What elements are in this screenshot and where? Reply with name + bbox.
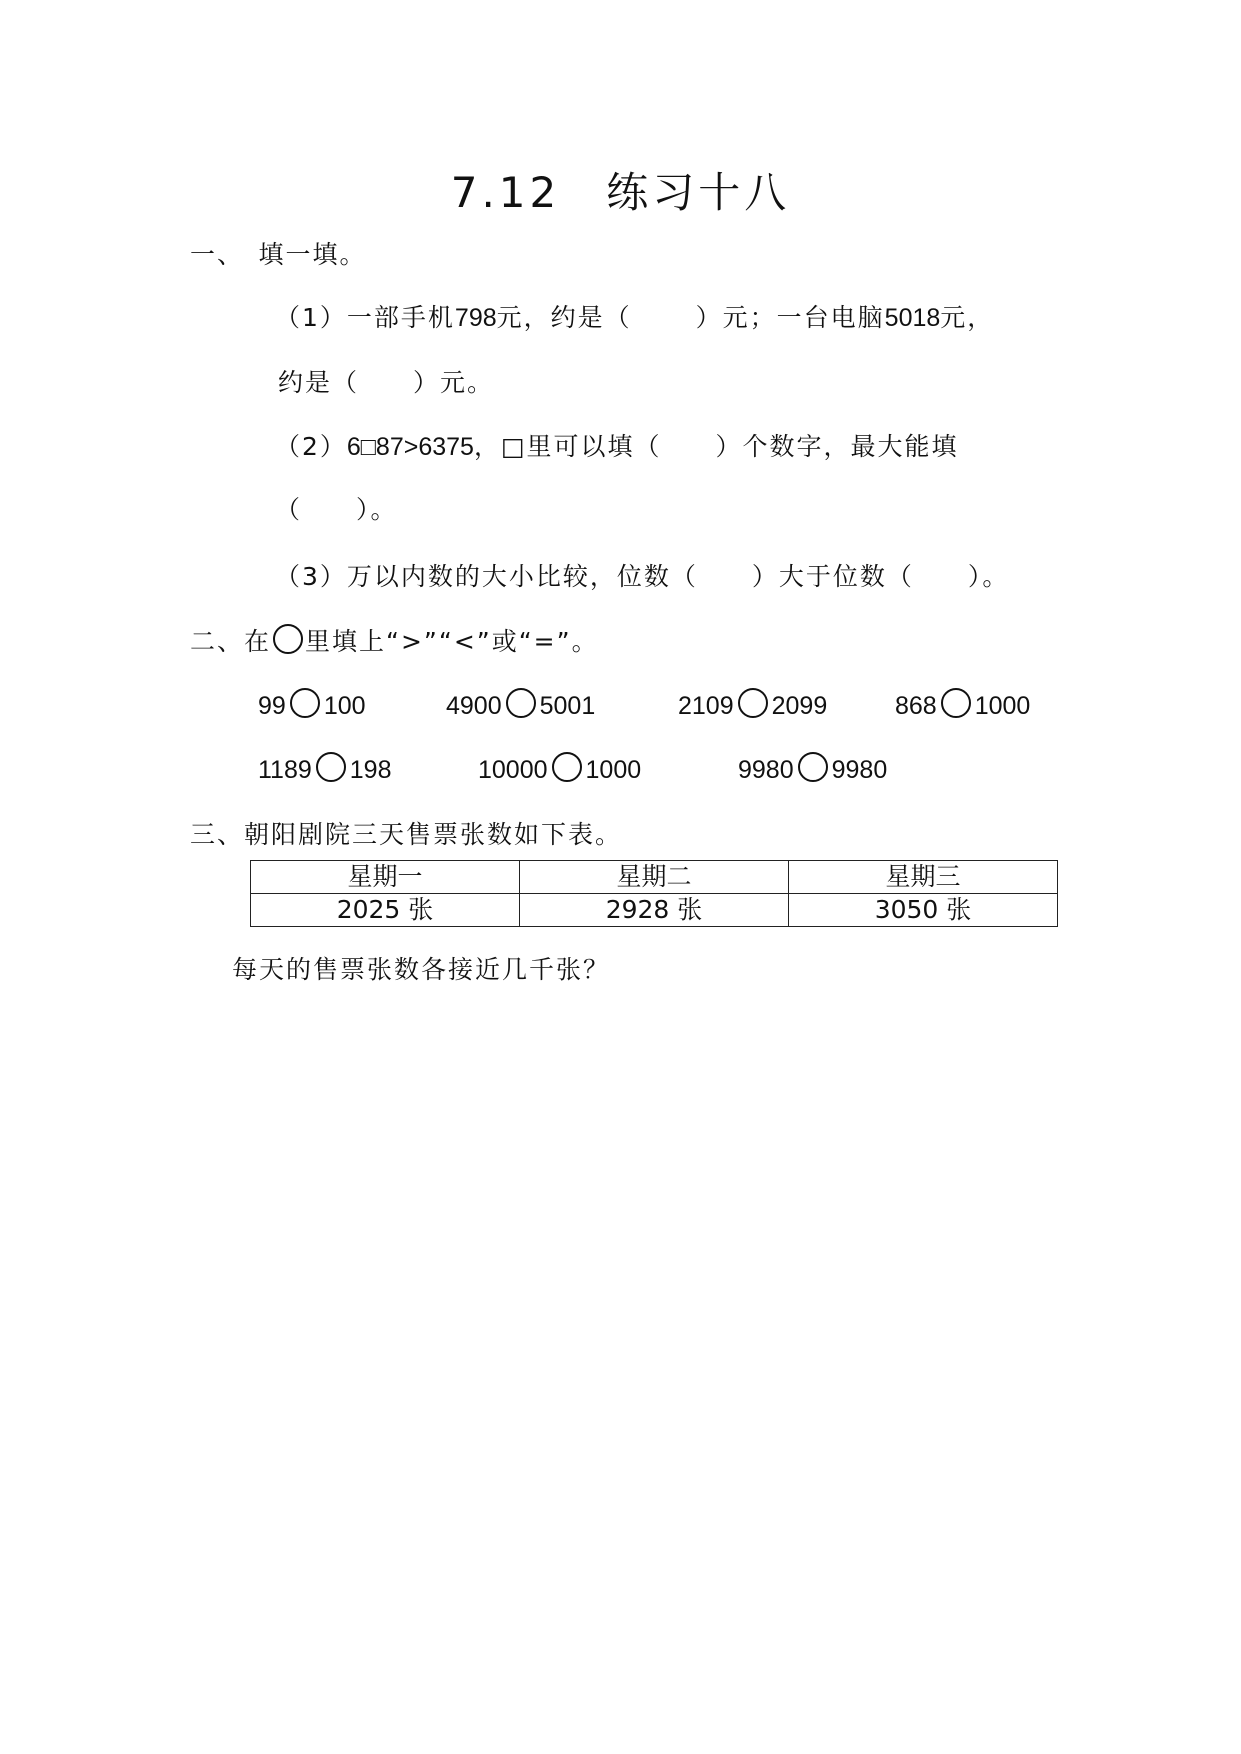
page-title: 7.12 练习十八	[450, 168, 791, 217]
question-2-line-1	[275, 427, 959, 463]
table-header-cell: 星期一	[251, 861, 520, 894]
q1-phone-price: 798	[454, 304, 497, 332]
section2-heading-b: 里填上“>”“<”或“=”。	[305, 627, 599, 656]
question-2-line-2: （ ）。	[275, 495, 398, 524]
q1-text-b: 元，约是（	[496, 303, 632, 332]
comparison-item	[446, 688, 595, 721]
comparison-right: 198	[349, 756, 392, 784]
comparison-item	[895, 688, 1030, 721]
comparison-left: 9980	[738, 756, 794, 784]
comparison-item	[738, 752, 887, 785]
question-1-line-2: 约是（ ）元。	[278, 368, 495, 397]
comparison-item	[478, 752, 641, 785]
comparison-right: 9980	[831, 756, 888, 784]
comparison-left: 99	[258, 692, 286, 720]
comparison-left: 4900	[446, 692, 502, 720]
comparison-right: 1000	[974, 692, 1031, 720]
comparison-right: 1000	[585, 756, 642, 784]
ticket-sales-table	[250, 860, 1058, 927]
table-cell: 2928 张	[520, 894, 789, 927]
answer-circle[interactable]	[552, 752, 582, 782]
q1-computer-price: 5018	[884, 304, 941, 332]
q1-text-c: ）元；一台电脑	[695, 303, 885, 332]
question-1-line-1	[275, 298, 994, 334]
q2-text-b: ，□里可以填（ ）个数字，最大能填	[473, 432, 959, 461]
table-cell: 2025 张	[251, 894, 520, 927]
comparison-right: 100	[323, 692, 366, 720]
comparison-right: 5001	[539, 692, 596, 720]
section1-heading: 一、 填一填。	[190, 240, 367, 269]
answer-circle[interactable]	[941, 688, 971, 718]
section3-question: 每天的售票张数各接近几千张？	[232, 955, 611, 984]
question-3: （3）万以内数的大小比较，位数（ ）大于位数（ ）。	[275, 562, 1010, 591]
comparison-left: 2109	[678, 692, 734, 720]
comparison-item	[258, 752, 391, 785]
section2-heading-a: 二、在	[190, 627, 272, 656]
table-header-cell: 星期三	[789, 861, 1058, 894]
table-row	[251, 894, 1058, 927]
answer-circle[interactable]	[290, 688, 320, 718]
table-header-cell: 星期二	[520, 861, 789, 894]
section3-heading: 三、朝阳剧院三天售票张数如下表。	[190, 820, 623, 849]
circle-icon	[273, 624, 303, 654]
section2-heading	[190, 622, 599, 658]
comparison-item	[678, 688, 827, 721]
q1-text-d: 元，	[940, 303, 995, 332]
answer-circle[interactable]	[738, 688, 768, 718]
table-header-row	[251, 861, 1058, 894]
answer-circle[interactable]	[506, 688, 536, 718]
comparison-left: 868	[895, 692, 937, 720]
answer-circle[interactable]	[798, 752, 828, 782]
q1-text-a: （1）一部手机	[275, 303, 455, 332]
answer-circle[interactable]	[316, 752, 346, 782]
comparison-item	[258, 688, 366, 721]
table-cell: 3050 张	[789, 894, 1058, 927]
comparison-right: 2099	[771, 692, 828, 720]
comparison-left: 1189	[258, 756, 312, 784]
q2-text-a: （2）	[275, 432, 347, 461]
comparison-left: 10000	[478, 756, 548, 784]
q2-expression: 6□87>6375	[346, 433, 474, 461]
